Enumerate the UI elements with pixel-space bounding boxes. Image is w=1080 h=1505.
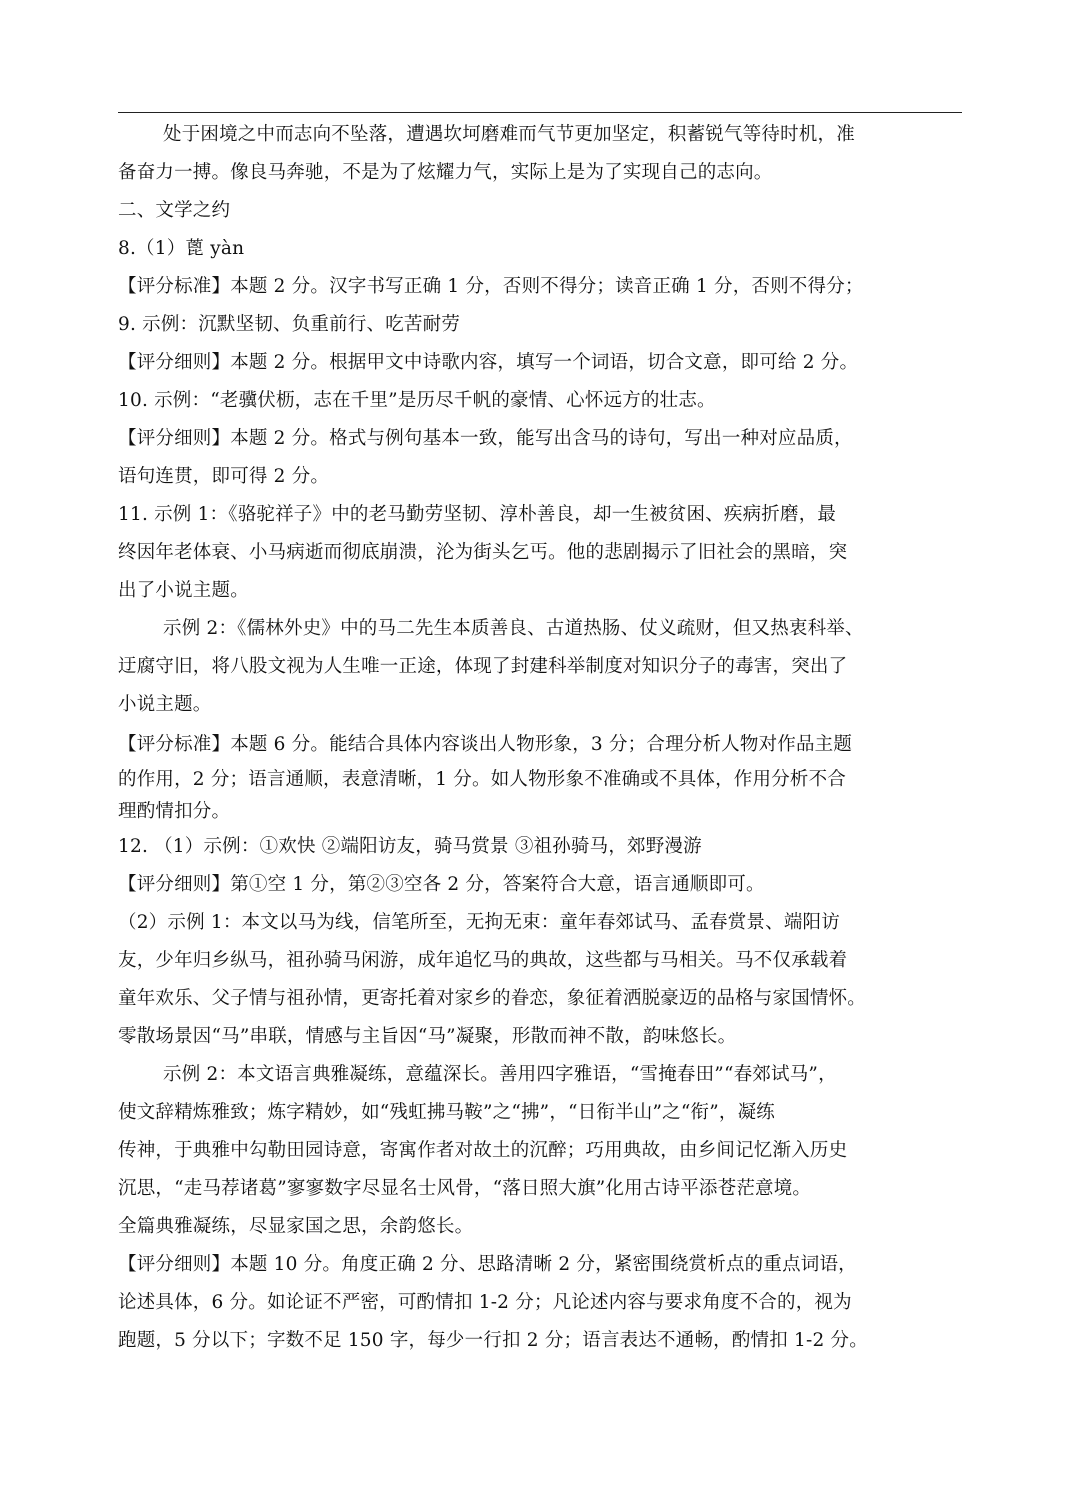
text-line: 8.（1）蓖 yàn [118, 238, 245, 259]
scoring-note: 【评分细则】本题 2 分。格式与例句基本一致，能写出含马的诗句，写出一种对应品质， [118, 428, 853, 449]
answer-key-body [118, 116, 962, 1360]
text-line: 示例 2：《儒林外史》中的马二先生本质善良、古道热肠、仗义疏财，但又热衷科举、 [163, 618, 864, 639]
text-line: 童年欢乐、父子情与祖孙情，更寄托着对家乡的眷恋，象征着洒脱豪迈的品格与家国情怀。 [118, 988, 867, 1009]
scoring-note: 【评分标准】本题 2 分。汉字书写正确 1 分，否则不得分；读音正确 1 分，否则不得分； [118, 276, 864, 297]
text-line: （2）示例 1：本文以马为线，信笔所至，无拘无束：童年春郊试马、孟春赏景、端阳访 [118, 912, 840, 933]
section-heading: 二、文学之约 [118, 200, 231, 221]
text-line: 出了小说主题。 [118, 580, 249, 601]
text-line: 理酌情扣分。 [118, 801, 231, 822]
text-line: 终因年老体衰、小马病逝而彻底崩溃，沦为街头乞丐。他的悲剧揭示了旧社会的黑暗，突 [118, 542, 848, 563]
text-line: 示例 2：本文语言典雅凝练，意蕴深长。善用四字雅语，“雪掩春田”“春郊试马”， [163, 1064, 837, 1085]
text-line: 的作用，2 分；语言通顺，表意清晰，1 分。如人物形象不准确或不具体，作用分析不合 [118, 769, 847, 790]
text-line: 沉思，“走马荐诸葛”寥寥数字尽显名士风骨，“落日照大旗”化用古诗平添苍茫意境。 [118, 1178, 812, 1199]
text-line: 论述具体，6 分。如论证不严密，可酌情扣 1-2 分；凡论述内容与要求角度不合的，视为 [118, 1292, 852, 1313]
text-line: 12. （1）示例：①欢快 ②端阳访友，骑马赏景 ③祖孙骑马，郊野漫游 [118, 836, 702, 857]
scoring-note: 【评分细则】第①空 1 分，第②③空各 2 分，答案符合大意，语言通顺即可。 [118, 874, 765, 895]
text-line: 零散场景因“马”串联，情感与主旨因“马”凝聚，形散而神不散，韵味悠长。 [118, 1026, 737, 1047]
text-line: 处于困境之中而志向不坠落，遭遇坎坷磨难而气节更加坚定，积蓄锐气等待时机，准 [163, 124, 855, 145]
text-line: 友，少年归乡纵马，祖孙骑马闲游，成年追忆马的典故，这些都与马相关。马不仅承载着 [118, 950, 848, 971]
header-rule [118, 112, 962, 113]
scoring-note: 【评分细则】本题 10 分。角度正确 2 分、思路清晰 2 分，紧密围绕赏析点的重点词语， [118, 1254, 857, 1275]
text-line: 传神，于典雅中勾勒田园诗意，寄寓作者对故土的沉醉；巧用典故，由乡间记忆渐入历史 [118, 1140, 848, 1161]
text-line: 跑题，5 分以下；字数不足 150 字，每少一行扣 2 分；语言表达不通畅，酌情扣 1-2 分。 [118, 1330, 868, 1351]
scoring-note: 【评分标准】本题 6 分。能结合具体内容谈出人物形象，3 分；合理分析人物对作品主题 [118, 734, 853, 755]
text-line: 全篇典雅凝练，尽显家国之思，余韵悠长。 [118, 1216, 474, 1237]
text-line: 使文辞精炼雅致；炼字精妙，如“残虹拂马鞍”之“拂”，“日衔半山”之“衔”，凝练 [118, 1102, 775, 1123]
text-line: 语句连贯，即可得 2 分。 [118, 466, 330, 487]
text-line: 迂腐守旧，将八股文视为人生唯一正途，体现了封建科举制度对知识分子的毒害，突出了 [118, 656, 848, 677]
text-line: 备奋力一搏。像良马奔驰，不是为了炫耀力气，实际上是为了实现自己的志向。 [118, 162, 773, 183]
text-line: 11. 示例 1：《骆驼祥子》中的老马勤劳坚韧、淳朴善良，却一生被贫困、疾病折磨，最 [118, 504, 837, 525]
text-line: 9. 示例：沉默坚韧、负重前行、吃苦耐劳 [118, 314, 461, 335]
scoring-note: 【评分细则】本题 2 分。根据甲文中诗歌内容，填写一个词语，切合文意，即可给 2 分。 [118, 352, 859, 373]
text-line: 小说主题。 [118, 694, 212, 715]
text-line: 10. 示例：“老骥伏枥，志在千里”是历尽千帆的豪情、心怀远方的壮志。 [118, 390, 716, 411]
